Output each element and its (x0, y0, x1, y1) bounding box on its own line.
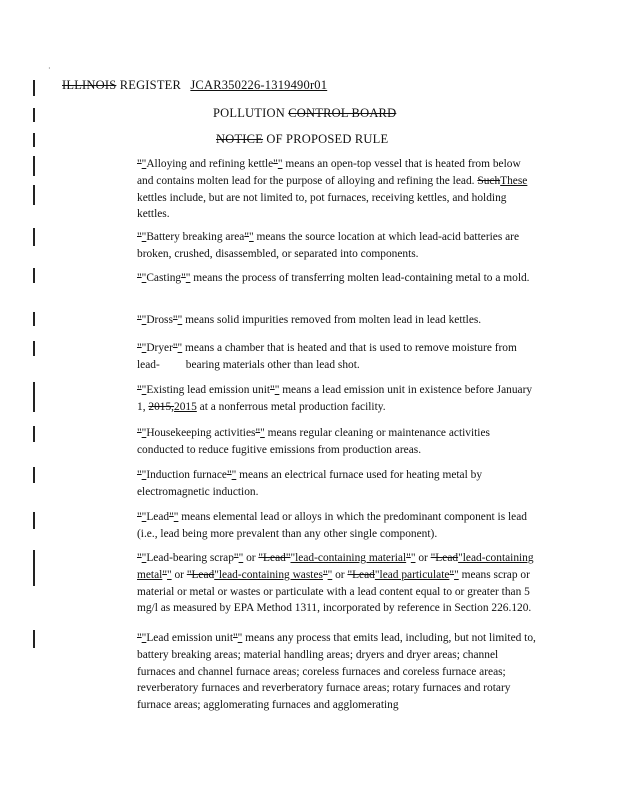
deleted-quote: " (137, 314, 142, 326)
inserted-quote: " (141, 552, 147, 564)
change-bar (33, 185, 35, 205)
register-rest: REGISTER (116, 78, 182, 92)
inserted-quote: " (141, 511, 147, 523)
definition-housekeeping-activities (137, 425, 537, 459)
deleted-word: "Lead (186, 568, 215, 581)
change-bar (33, 341, 35, 356)
inserted-quote: " (454, 568, 459, 581)
inserted-quote: " (141, 384, 147, 396)
inserted-term: "lead-containing wastes (214, 568, 323, 581)
change-bar (33, 80, 35, 96)
notice-header (216, 132, 388, 147)
inserted-quote: " (238, 552, 244, 564)
definition-term: Casting (146, 272, 182, 284)
inserted-quote: " (260, 427, 265, 439)
inserted-quote: " (166, 568, 172, 581)
conjunction: or (415, 552, 431, 564)
deleted-quote: " (233, 552, 239, 564)
definition-alloying-kettle (137, 156, 537, 223)
definition-body: at a nonferrous metal production facility. (196, 400, 386, 413)
change-bar (33, 268, 35, 283)
definition-induction-furnace (137, 467, 537, 501)
inserted-quote: " (141, 427, 147, 439)
change-bar (33, 156, 35, 176)
deleted-quote: " (172, 342, 178, 354)
definition-term: Alloying and refining kettle (146, 158, 274, 170)
deleted-quote: " (137, 342, 142, 354)
definition-term: Housekeeping activities (146, 427, 256, 439)
change-bar (33, 467, 35, 483)
definition-body: means any process that emits lead, including, but not limited to, battery breaking areas; material handling areas; dryers and dryer areas; channel furnaces and channel furnace areas; coreless furnaces and coreless furnace areas; reverberatory furnaces and reverberatory furnace areas; rotary furnaces and rotary furnace areas; agglomerating furnaces and agglomerating (137, 632, 536, 712)
deleted-quote: " (137, 511, 142, 523)
change-bar (33, 382, 35, 412)
inserted-term: "lead-containing material (290, 552, 407, 564)
board-header (213, 106, 396, 121)
deleted-quote: " (172, 314, 178, 326)
inserted-quote: " (185, 272, 191, 284)
definition-term: Dross (146, 314, 173, 326)
deleted-word: "Lead (347, 568, 375, 581)
definition-body: bearing materials other than lead shot. (185, 358, 360, 371)
notice-rest: OF PROPOSED RULE (263, 132, 389, 146)
inserted-word: These (500, 174, 528, 187)
definition-lead (137, 509, 537, 543)
deleted-quote: " (137, 231, 142, 243)
deleted-word: 2015, (148, 400, 175, 413)
deleted-quote: " (244, 231, 250, 243)
inserted-quote: " (237, 632, 243, 644)
inserted-quote: " (177, 342, 183, 354)
notice-struck: NOTICE (216, 132, 264, 146)
inserted-quote: " (249, 231, 254, 243)
definition-lead-bearing-scrap (137, 550, 537, 617)
deleted-quote: " (137, 158, 142, 170)
change-bar (33, 133, 35, 147)
deleted-quote: " (181, 272, 186, 284)
definition-body: means an open-top vessel that is heated from below and contains molten lead for the purpose of alloying and refining the lead. (137, 158, 521, 187)
inserted-quote: " (231, 469, 237, 481)
board-plain: POLLUTION (213, 106, 289, 120)
inserted-quote: " (173, 511, 179, 523)
definition-term: Existing lead emission unit (146, 384, 271, 396)
deleted-word: Such (477, 174, 501, 187)
inserted-quote: " (327, 568, 333, 581)
inserted-quote: " (141, 314, 147, 326)
deleted-quote: " (137, 632, 142, 644)
definition-body: kettles include, but are not limited to, pot furnaces, receiving kettles, and holding kettles. (137, 191, 507, 221)
change-bar (33, 108, 35, 122)
inserted-quote: " (141, 231, 147, 243)
deleted-quote: " (226, 469, 232, 481)
definition-battery-breaking-area (137, 229, 537, 263)
change-bar (33, 630, 35, 648)
inserted-quote: " (141, 632, 147, 644)
corner-mark: · (48, 64, 51, 73)
register-struck: ILLINOIS (62, 78, 117, 92)
definition-term: Lead (146, 511, 170, 523)
definition-casting (137, 270, 537, 287)
definition-body: means an electrical furnace used for heating metal by electromagnetic induction. (137, 469, 483, 498)
definition-term: Dryer (146, 342, 173, 354)
deleted-quote: " (270, 384, 275, 396)
definition-term: Battery breaking area (146, 231, 245, 243)
deleted-quote: " (255, 427, 261, 439)
change-bar (33, 426, 35, 442)
definition-body: means a lead emission unit in existence before January 1, (137, 384, 533, 413)
definition-lead-emission-unit (137, 630, 537, 714)
deleted-quote: " (322, 568, 328, 581)
inserted-quote: " (274, 384, 280, 396)
deleted-quote: " (449, 568, 455, 581)
definition-term: Induction furnace (146, 469, 227, 481)
inserted-quote: " (277, 158, 283, 170)
deleted-quote: " (162, 568, 167, 581)
conjunction: or (243, 552, 259, 564)
definition-body: means solid impurities removed from molten lead in lead kettles. (182, 314, 482, 326)
conjunction: or (332, 568, 348, 581)
inserted-quote: " (141, 158, 147, 170)
inserted-quote: " (410, 552, 416, 564)
register-code: JCAR350226-1319490r01 (190, 78, 328, 92)
deleted-quote: " (137, 384, 142, 396)
inserted-term: "lead-containing metal (137, 552, 534, 581)
definition-body: means a chamber that is heated and that is used to remove moisture from lead- (137, 342, 517, 371)
deleted-quote: " (137, 427, 142, 439)
conjunction: or (171, 568, 187, 581)
definition-body: means elemental lead or alloys in which the predominant component is lead (i.e., lead being more prevalent than any other single component). (137, 511, 527, 540)
inserted-quote: " (177, 314, 183, 326)
deleted-quote: " (137, 469, 142, 481)
definition-term: Lead emission unit (146, 632, 233, 644)
deleted-word: "Lead" (258, 552, 291, 564)
deleted-quote: " (137, 272, 142, 284)
definition-body: means regular cleaning or maintenance activities conducted to reduce fugitive emissions from production areas. (137, 427, 490, 456)
register-header (62, 78, 327, 93)
change-bar (33, 512, 35, 529)
inserted-term: "lead particulate (374, 568, 450, 581)
deleted-word: "Lead (430, 552, 459, 564)
definition-dross (137, 312, 537, 329)
inserted-word: 2015 (174, 400, 197, 413)
definition-body: means scrap or material or metal or wastes or particulate with a lead content equal to or greater than 5 mg/l as measured by EPA Method 1311, incorporated by reference in Section 226.120. (137, 568, 532, 615)
inserted-quote: " (141, 272, 147, 284)
change-bar (33, 550, 35, 586)
definition-term: Lead-bearing scrap (146, 552, 234, 564)
change-bar (33, 228, 35, 246)
definition-body: means the source location at which lead-acid batteries are broken, crushed, disassembled, or separated into components. (137, 231, 520, 260)
inserted-quote: " (141, 342, 147, 354)
definition-body: means the process of transferring molten lead-containing metal to a mold. (190, 272, 530, 284)
inserted-quote: " (141, 469, 147, 481)
definition-existing-lead-emission-unit (137, 382, 537, 416)
change-bar (33, 312, 35, 326)
board-struck: CONTROL BOARD (288, 106, 397, 120)
definition-dryer (137, 340, 537, 374)
deleted-quote: " (406, 552, 411, 564)
deleted-quote: " (273, 158, 278, 170)
deleted-quote: " (137, 552, 142, 564)
deleted-quote: " (233, 632, 238, 644)
deleted-quote: " (169, 511, 174, 523)
